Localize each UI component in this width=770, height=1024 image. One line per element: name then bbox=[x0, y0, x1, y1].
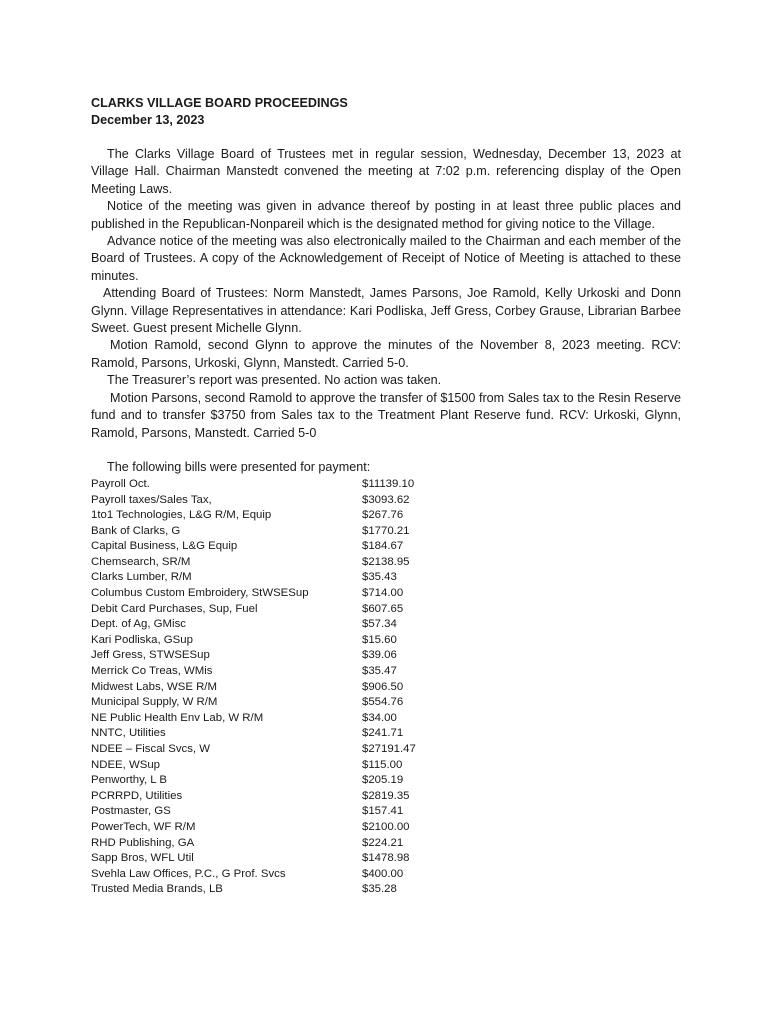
bill-payee: Penworthy, L B bbox=[91, 774, 167, 787]
bill-amount: $34.00 bbox=[362, 711, 397, 724]
bill-payee: PowerTech, WF R/M bbox=[91, 820, 196, 833]
document-date: December 13, 2023 bbox=[91, 113, 205, 127]
bill-payee: Bank of Clarks, G bbox=[91, 524, 181, 537]
bill-payee: Sapp Bros, WFL Util bbox=[91, 852, 194, 865]
paragraph-session: The Clarks Village Board of Trustees met in regular session, Wednesday, December 13, 2023 at Village Hall. Chairman Manstedt convened the meeting at 7:02 p.m. referencing display of the Open Meeting Laws. bbox=[91, 147, 681, 196]
bill-row bbox=[91, 789, 681, 805]
bill-amount: $1478.98 bbox=[362, 852, 410, 865]
bill-payee: Clarks Lumber, R/M bbox=[91, 571, 192, 584]
bill-payee: Svehla Law Offices, P.C., G Prof. Svcs bbox=[91, 867, 286, 880]
bill-amount: $714.00 bbox=[362, 587, 404, 600]
bill-row bbox=[91, 726, 681, 742]
bill-payee: RHD Publishing, GA bbox=[91, 836, 195, 849]
bill-row bbox=[91, 648, 681, 664]
bill-payee: Trusted Media Brands, LB bbox=[91, 883, 223, 896]
bill-row bbox=[91, 773, 681, 789]
bill-row bbox=[91, 804, 681, 820]
bill-row bbox=[91, 882, 681, 898]
bill-amount: $2819.35 bbox=[362, 789, 410, 802]
paragraph-treasurer-report: The Treasurer’s report was presented. No action was taken. bbox=[107, 373, 442, 388]
bill-payee: Payroll taxes/Sales Tax, bbox=[91, 493, 212, 506]
bill-row bbox=[91, 477, 681, 493]
document-body bbox=[91, 95, 681, 898]
bill-row bbox=[91, 602, 681, 618]
paragraph-transfer-motion: Motion Parsons, second Ramold to approve the transfer of $1500 from Sales tax to the Resin Reserve fund and to transfer $3750 from Sales tax to the Treatment Plant Reserve fund. RCV: Urkoski, Glynn, Ramold, Parsons, Manstedt. Carried 5-0 bbox=[91, 390, 681, 440]
bill-amount: $184.67 bbox=[362, 540, 404, 553]
bill-payee: NNTC, Utilities bbox=[91, 727, 166, 740]
bill-amount: $35.47 bbox=[362, 665, 397, 678]
bill-row bbox=[91, 680, 681, 696]
bill-amount: $15.60 bbox=[362, 633, 397, 646]
bill-row bbox=[91, 742, 681, 758]
bill-amount: $157.41 bbox=[362, 805, 404, 818]
bill-amount: $35.43 bbox=[362, 571, 397, 584]
bill-row bbox=[91, 867, 681, 883]
bill-amount: $2100.00 bbox=[362, 820, 410, 833]
bill-amount: $35.28 bbox=[362, 883, 397, 896]
paragraph-minutes-motion: Motion Ramold, second Glynn to approve the minutes of the November 8, 2023 meeting. RCV: Ramold, Parsons, Urkoski, Glynn, Manstedt. Carried 5-0. bbox=[91, 338, 681, 370]
paragraph-attendance: Attending Board of Trustees: Norm Manstedt, James Parsons, Joe Ramold, Kelly Urkoski and Donn Glynn. Village Representatives in attendance: Kari Podliska, Jeff Gress, Corbey Grause, Librarian Barbee Sweet. Guest present Michelle Glynn. bbox=[91, 286, 681, 336]
bill-payee: Chemsearch, SR/M bbox=[91, 555, 191, 568]
bill-payee: Debit Card Purchases, Sup, Fuel bbox=[91, 602, 258, 615]
bill-row bbox=[91, 695, 681, 711]
bill-amount: $400.00 bbox=[362, 867, 404, 880]
bills-list bbox=[91, 477, 681, 898]
bill-row bbox=[91, 664, 681, 680]
bill-row bbox=[91, 633, 681, 649]
paragraph-notice: Notice of the meeting was given in advance thereof by posting in at least three public places and published in the Republican-Nonpareil which is the designated method for giving notice to the Village. bbox=[91, 199, 681, 231]
bill-payee: Municipal Supply, W R/M bbox=[91, 696, 218, 709]
bill-amount: $554.76 bbox=[362, 696, 404, 709]
bill-payee: NDEE – Fiscal Svcs, W bbox=[91, 743, 210, 755]
bill-payee: Jeff Gress, STWSESup bbox=[91, 649, 210, 662]
bill-payee: NE Public Health Env Lab, W R/M bbox=[91, 711, 264, 724]
document-title: CLARKS VILLAGE BOARD PROCEEDINGS bbox=[91, 96, 348, 110]
bill-payee: Kari Podliska, GSup bbox=[91, 633, 193, 646]
bill-amount: $607.65 bbox=[362, 602, 404, 615]
bill-payee: PCRRPD, Utilities bbox=[91, 789, 183, 802]
bill-payee: Dept. of Ag, GMisc bbox=[91, 618, 186, 631]
bill-row bbox=[91, 851, 681, 867]
bill-row bbox=[91, 570, 681, 586]
bill-payee: Postmaster, GS bbox=[91, 805, 171, 818]
bill-row bbox=[91, 493, 681, 509]
bill-amount: $11139.10 bbox=[362, 477, 415, 490]
bill-amount: $39.06 bbox=[362, 649, 397, 662]
bill-row bbox=[91, 508, 681, 524]
bill-amount: $27191.47 bbox=[362, 743, 416, 755]
paragraph-advance-notice: Advance notice of the meeting was also electronically mailed to the Chairman and each member of the Board of Trustees. A copy of the Acknowledgement of Receipt of Notice of Meeting is attached to these minutes. bbox=[91, 234, 681, 283]
bill-amount: $906.50 bbox=[362, 680, 404, 693]
bill-row bbox=[91, 524, 681, 540]
bill-payee: 1to1 Technologies, L&G R/M, Equip bbox=[91, 509, 272, 522]
bill-amount: $3093.62 bbox=[362, 493, 410, 506]
bill-amount: $2138.95 bbox=[362, 555, 410, 568]
bill-payee: Midwest Labs, WSE R/M bbox=[91, 680, 217, 693]
bill-amount: $267.76 bbox=[362, 509, 404, 522]
bill-row bbox=[91, 758, 681, 774]
bill-amount: $224.21 bbox=[362, 836, 404, 849]
bills-intro: The following bills were presented for payment: bbox=[107, 459, 371, 474]
bill-payee: Capital Business, L&G Equip bbox=[91, 540, 238, 553]
bill-row bbox=[91, 617, 681, 633]
minutes-text bbox=[91, 146, 681, 442]
bill-amount: $115.00 bbox=[362, 758, 403, 771]
bill-payee: Merrick Co Treas, WMis bbox=[91, 665, 213, 678]
bill-payee: Columbus Custom Embroidery, StWSESup bbox=[91, 587, 309, 600]
bill-row bbox=[91, 586, 681, 602]
bill-row bbox=[91, 555, 681, 571]
bill-row bbox=[91, 539, 681, 555]
bill-row bbox=[91, 836, 681, 852]
bill-row bbox=[91, 711, 681, 727]
bill-amount: $57.34 bbox=[362, 618, 397, 631]
bill-amount: $241.71 bbox=[362, 727, 404, 740]
bill-payee: NDEE, WSup bbox=[91, 758, 160, 771]
bill-row bbox=[91, 820, 681, 836]
bill-amount: $205.19 bbox=[362, 774, 404, 787]
bill-amount: $1770.21 bbox=[362, 524, 410, 537]
bill-payee: Payroll Oct. bbox=[91, 477, 150, 490]
